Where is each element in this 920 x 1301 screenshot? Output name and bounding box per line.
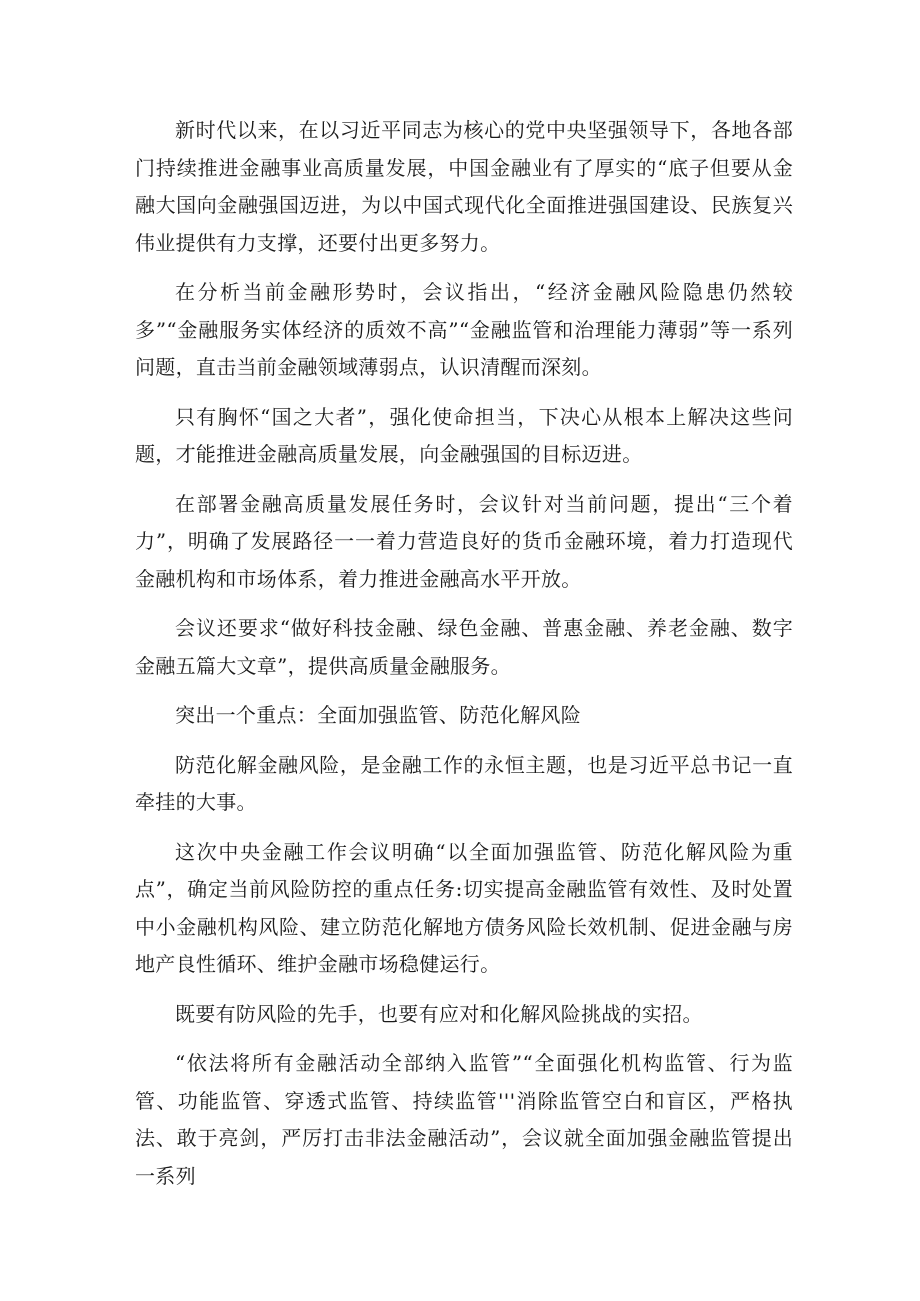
paragraph-7: 防范化解金融风险，是金融工作的永恒主题，也是习近平总书记一直牵挂的大事。 xyxy=(135,752,793,814)
paragraph-10: “依法将所有金融活动全部纳入监管”“全面强化机构监管、行为监管、功能监管、穿透式监管、持续监管'''消除监管空白和盲区，严格执法、敢于亮剑，严厉打击非法金融活动”，会议就全面加强金融监管提出一系列 xyxy=(135,1051,793,1188)
paragraph-5: 会议还要求“做好科技金融、绿色金融、普惠金融、养老金融、数字金融五篇大文章”，提供高质量金融服务。 xyxy=(135,616,793,678)
document-body xyxy=(135,112,793,1207)
paragraph-9: 既要有防风险的先手，也要有应对和化解风险挑战的实招。 xyxy=(175,1001,703,1026)
paragraph-4: 在部署金融高质量发展任务时，会议针对当前问题，提出“三个着力”，明确了发展路径一一着力营造良好的货币金融环境，着力打造现代金融机构和市场体系，着力推进金融高水平开放。 xyxy=(135,491,793,591)
section-heading: 突出一个重点：全面加强监管、防范化解风险 xyxy=(175,703,581,727)
paragraph-3: 只有胸怀“国之大者”，强化使命担当，下决心从根本上解决这些问题，才能推进金融高质量发展，向金融强国的目标迈进。 xyxy=(135,404,793,466)
paragraph-2: 在分析当前金融形势时，会议指出，“经济金融风险隐患仍然较多”“金融服务实体经济的质效不高”“金融监管和治理能力薄弱”等一系列问题，直击当前金融领域薄弱点，认识清醒而深刻。 xyxy=(135,280,793,379)
paragraph-8: 这次中央金融工作会议明确“以全面加强监管、防范化解风险为重点”，确定当前风险防控的重点任务:切实提高金融监管有效性、及时处置中小金融机构风险、建立防范化解地方债务风险长效机制、促进金融与房地产良性循环、维护金融市场稳健运行。 xyxy=(135,839,793,976)
paragraph-1: 新时代以来，在以习近平同志为核心的党中央坚强领导下，各地各部门持续推进金融事业高质量发展，中国金融业有了厚实的“底子但要从金融大国向金融强国迈进，为以中国式现代化全面推进强国建设、民族复兴伟业提供有力支撑，还要付出更多努力。 xyxy=(135,118,793,255)
